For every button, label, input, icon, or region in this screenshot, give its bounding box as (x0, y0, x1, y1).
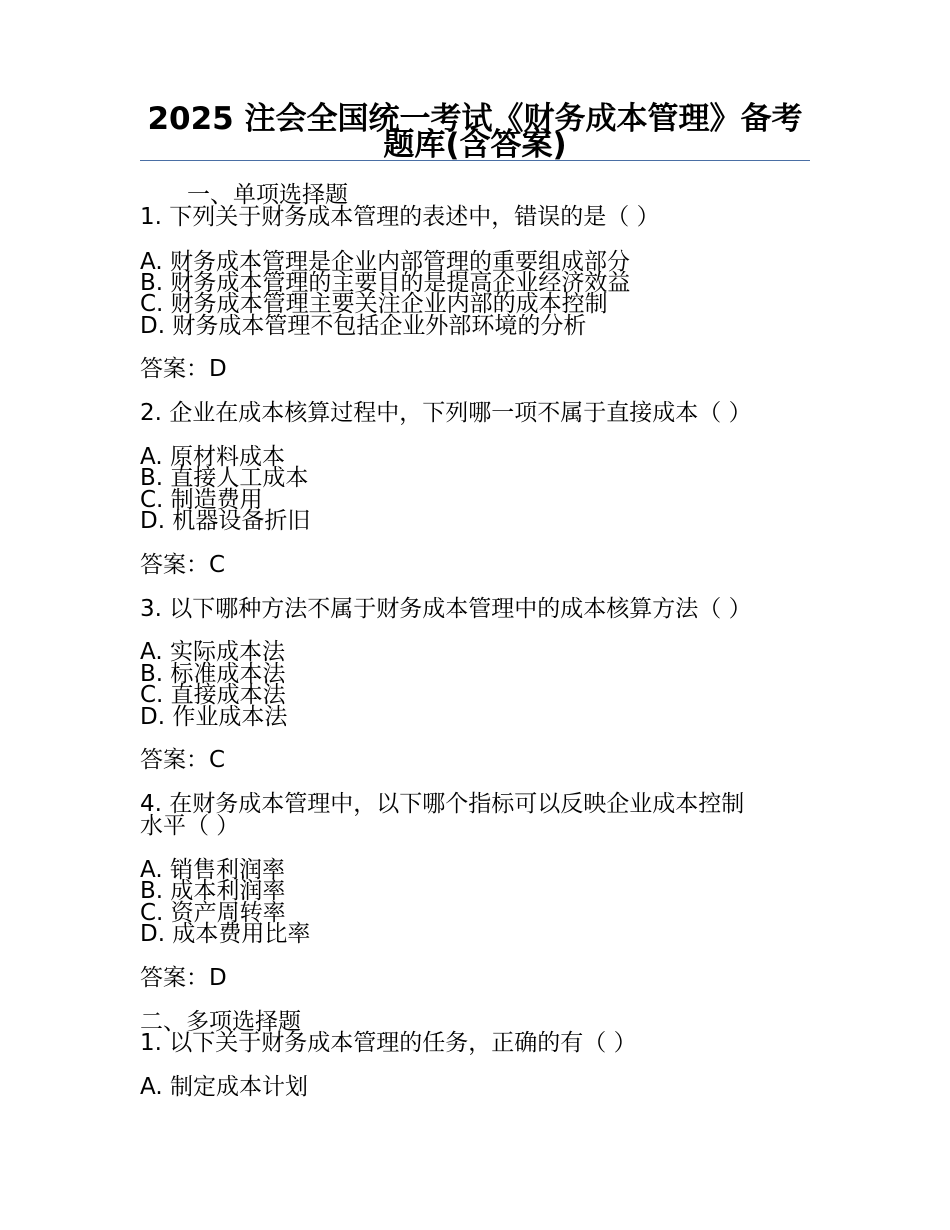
section-heading-multiple-choice: 二、多项选择题 (140, 1009, 301, 1035)
q3-option-d: D. 作业成本法 (140, 704, 288, 730)
q4-option-b: B. 成本利润率 (140, 878, 286, 904)
q3-option-c: C. 直接成本法 (140, 682, 286, 708)
q2-option-a: A. 原材料成本 (140, 444, 285, 470)
q1-option-b: B. 财务成本管理的主要目的是提高企业经济效益 (140, 270, 631, 296)
q3-answer: 答案：C (140, 747, 226, 773)
question-3: 3. 以下哪种方法不属于财务成本管理中的成本核算方法（ ） (140, 596, 752, 622)
title-underline (140, 160, 810, 161)
multi-question-1: 1. 以下关于财务成本管理的任务，正确的有（ ） (140, 1030, 637, 1056)
multi-q1-option-a: A. 制定成本计划 (140, 1074, 308, 1100)
section-heading-single-choice: 一、单项选择题 (187, 182, 348, 208)
q4-option-a: A. 销售利润率 (140, 857, 285, 883)
question-1: 1. 下列关于财务成本管理的表述中，错误的是（ ） (140, 204, 660, 230)
q1-option-a: A. 财务成本管理是企业内部管理的重要组成部分 (140, 249, 630, 275)
q2-option-d: D. 机器设备折旧 (140, 508, 311, 534)
q4-option-c: C. 资产周转率 (140, 900, 286, 926)
question-4-line-2: 水平（ ） (140, 813, 240, 839)
q2-option-c: C. 制造费用 (140, 487, 263, 513)
q3-option-a: A. 实际成本法 (140, 639, 285, 665)
q4-answer: 答案：D (140, 965, 227, 991)
q1-answer: 答案：D (140, 356, 227, 382)
q1-option-d: D. 财务成本管理不包括企业外部环境的分析 (140, 313, 587, 339)
q4-option-d: D. 成本费用比率 (140, 921, 311, 947)
q2-answer: 答案：C (140, 552, 226, 578)
document-title: 2025 注会全国统一考试《财务成本管理》备考题库(含答案) (147, 101, 803, 163)
q3-option-b: B. 标准成本法 (140, 661, 286, 687)
question-2: 2. 企业在成本核算过程中，下列哪一项不属于直接成本（ ） (140, 400, 752, 426)
question-4-line-1: 4. 在财务成本管理中，以下哪个指标可以反映企业成本控制 (140, 791, 745, 817)
q2-option-b: B. 直接人工成本 (140, 465, 309, 491)
q1-option-c: C. 财务成本管理主要关注企业内部的成本控制 (140, 291, 608, 317)
